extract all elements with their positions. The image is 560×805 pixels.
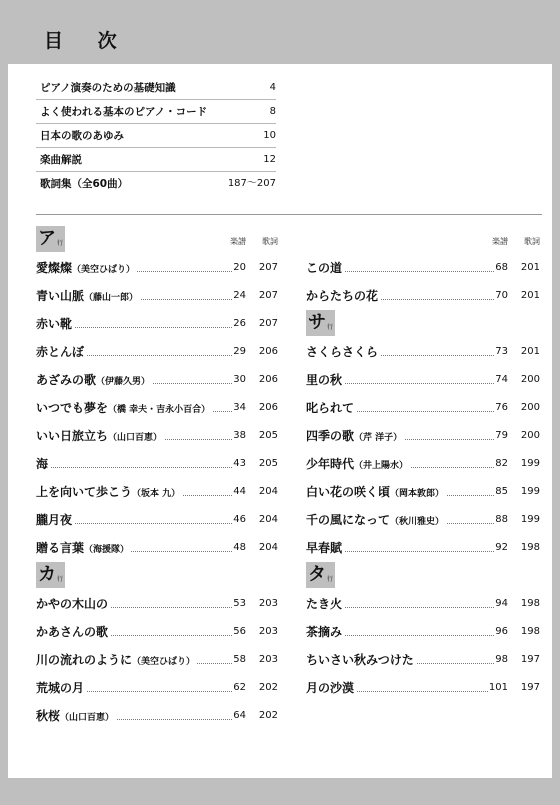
entry-title: 早春賦 [306, 541, 343, 555]
entry-lyrics-page: 197 [520, 654, 540, 665]
section-header-ka [36, 562, 280, 590]
toc-entry[interactable] [306, 534, 542, 562]
entry-artist: （秋川雅史） [390, 517, 445, 527]
entry-artist: （芹 洋子） [354, 433, 403, 443]
toc-entry[interactable] [36, 394, 280, 422]
entry-lyrics-page: 199 [520, 514, 540, 525]
entry-title: 四季の歌 [306, 429, 355, 443]
kana-badge-a [36, 226, 65, 252]
entry-lyrics-page: 200 [520, 430, 540, 441]
entry-title-wrap [306, 371, 344, 388]
frame-bottom [0, 778, 560, 805]
toc-entry[interactable] [306, 254, 542, 282]
entry-title: 赤とんぼ [36, 345, 85, 359]
intro-item[interactable] [36, 172, 276, 196]
entry-score-page: 26 [233, 318, 246, 329]
entry-score-page: 56 [233, 626, 246, 637]
toc-entry[interactable] [36, 646, 280, 674]
entry-lyrics-page: 202 [258, 682, 278, 693]
entry-title: たき火 [306, 597, 343, 611]
entry-score-page: 98 [495, 654, 508, 665]
intro-label: よく使われる基本のピアノ・コード [40, 106, 208, 118]
toc-entry[interactable] [36, 618, 280, 646]
toc-entry[interactable] [36, 310, 280, 338]
entry-title: 叱られて [306, 401, 355, 415]
entry-lyrics-page: 204 [258, 514, 278, 525]
section-divider [36, 214, 542, 215]
entry-title-wrap [306, 287, 380, 304]
entry-score-page: 24 [233, 290, 246, 301]
entry-title-wrap [36, 707, 116, 724]
entry-title: 海 [36, 457, 49, 471]
section-header-ta [306, 562, 542, 590]
entry-score-page: 38 [233, 430, 246, 441]
entry-score-page: 44 [233, 486, 246, 497]
entry-score-page: 46 [233, 514, 246, 525]
entry-score-page: 74 [495, 374, 508, 385]
intro-page: 187〜207 [227, 178, 276, 189]
entry-score-page: 58 [233, 654, 246, 665]
entry-title-wrap [306, 595, 344, 612]
kana-label: サ [308, 312, 326, 333]
entry-title: 月の沙漠 [306, 681, 355, 695]
toc-entry[interactable] [306, 478, 542, 506]
toc-entry[interactable] [306, 506, 542, 534]
entry-score-page: 68 [495, 262, 508, 273]
toc-entry[interactable] [36, 674, 280, 702]
entry-artist: （岡本敦郎） [390, 489, 445, 499]
entry-lyrics-page: 207 [258, 318, 278, 329]
entry-score-page: 29 [233, 346, 246, 357]
leader-dots [36, 467, 232, 468]
section-header-a [36, 226, 280, 254]
kana-label: カ [38, 564, 56, 585]
entry-score-page: 53 [233, 598, 246, 609]
section-header-sa [306, 310, 542, 338]
column-header-lyrics: 歌詞 [262, 237, 278, 246]
toc-entry[interactable] [36, 366, 280, 394]
page-title: 目 次 [44, 30, 131, 52]
entry-title-wrap [36, 343, 86, 360]
kana-badge-ta [306, 562, 335, 588]
entry-lyrics-page: 206 [258, 374, 278, 385]
entry-lyrics-page: 201 [520, 262, 540, 273]
entry-title-wrap [36, 427, 164, 444]
entry-score-page: 85 [495, 486, 508, 497]
entry-title-wrap [36, 259, 137, 276]
intro-item[interactable] [36, 124, 276, 148]
entry-score-page: 34 [233, 402, 246, 413]
toc-entry[interactable] [306, 590, 542, 618]
entry-title: 茶摘み [306, 625, 343, 639]
column-header-row [306, 226, 542, 254]
entry-score-page: 70 [495, 290, 508, 301]
entry-lyrics-page: 206 [258, 346, 278, 357]
toc-entry[interactable] [306, 674, 542, 702]
entry-title: 里の秋 [306, 373, 343, 387]
kana-badge-sa [306, 310, 335, 336]
toc-entry[interactable] [36, 478, 280, 506]
entry-title-wrap [36, 679, 86, 696]
entry-title: 千の風になって [306, 513, 391, 527]
entry-score-page: 88 [495, 514, 508, 525]
intro-page: 4 [269, 82, 276, 93]
intro-page: 10 [263, 130, 276, 141]
column-header-score: 楽譜 [230, 237, 246, 246]
entry-lyrics-page: 205 [258, 458, 278, 469]
entry-title: あざみの歌 [36, 373, 97, 387]
entry-title: いつでも夢を [36, 401, 109, 415]
entry-title-wrap [306, 427, 404, 444]
entry-title: この道 [306, 261, 343, 275]
entry-score-page: 48 [233, 542, 246, 553]
intro-item[interactable] [36, 148, 276, 172]
entry-title: かやの木山の [36, 597, 109, 611]
entry-artist: （山口百恵） [60, 713, 115, 723]
toc-entry[interactable] [36, 590, 280, 618]
kana-label: ア [38, 228, 56, 249]
entry-title-wrap [306, 455, 410, 472]
entry-title-wrap [306, 483, 446, 500]
entry-title: からたちの花 [306, 289, 379, 303]
column-header-lyrics: 歌詞 [524, 237, 540, 246]
entry-title: 白い花の咲く頃 [306, 485, 391, 499]
gyo-label: 行 [57, 576, 64, 583]
gyo-label: 行 [57, 240, 64, 247]
entry-lyrics-page: 206 [258, 402, 278, 413]
toc-entry[interactable] [36, 282, 280, 310]
entry-title: 贈る言葉 [36, 541, 85, 555]
entry-title-wrap [306, 343, 380, 360]
entry-artist: （藤山一郎） [84, 293, 139, 303]
entry-title-wrap [306, 623, 344, 640]
gyo-label: 行 [327, 324, 334, 331]
frame-right [552, 64, 560, 778]
entry-score-page: 76 [495, 402, 508, 413]
entry-lyrics-page: 201 [520, 290, 540, 301]
entry-score-page: 30 [233, 374, 246, 385]
entry-lyrics-page: 202 [258, 710, 278, 721]
entry-lyrics-page: 205 [258, 430, 278, 441]
entry-title: 愛燦燦 [36, 261, 73, 275]
entry-title-wrap [36, 371, 152, 388]
toc-entry[interactable] [36, 422, 280, 450]
entry-title: ちいさい秋みつけた [306, 653, 414, 667]
toc-entry[interactable] [36, 450, 280, 478]
entry-score-page: 101 [488, 682, 508, 693]
column-header-score: 楽譜 [492, 237, 508, 246]
entry-title: 荒城の月 [36, 681, 85, 695]
entry-title: さくらさくら [306, 345, 379, 359]
entry-lyrics-page: 198 [520, 598, 540, 609]
intro-label: 歌詞集（全60曲） [40, 178, 129, 190]
entry-lyrics-page: 199 [520, 458, 540, 469]
entry-lyrics-page: 203 [258, 598, 278, 609]
entry-score-page: 79 [495, 430, 508, 441]
entry-title: いい日旅立ち [36, 429, 109, 443]
entry-title-wrap [36, 483, 182, 500]
intro-label: 日本の歌のあゆみ [40, 130, 124, 142]
entry-lyrics-page: 197 [520, 682, 540, 693]
entry-title: 少年時代 [306, 457, 355, 471]
toc-entry[interactable] [306, 282, 542, 310]
entry-title-wrap [306, 399, 356, 416]
entry-lyrics-page: 207 [258, 290, 278, 301]
frame-left [0, 64, 8, 778]
entry-title-wrap [306, 511, 446, 528]
entry-lyrics-page: 198 [520, 542, 540, 553]
toc-entry[interactable] [306, 394, 542, 422]
gyo-label: 行 [327, 576, 334, 583]
entry-lyrics-page: 203 [258, 654, 278, 665]
entry-artist: （伊藤久男） [96, 377, 151, 387]
entry-artist: （山口百恵） [108, 433, 163, 443]
entry-title: 赤い靴 [36, 317, 73, 331]
intro-label: 楽曲解説 [40, 154, 82, 166]
entry-lyrics-page: 204 [258, 542, 278, 553]
intro-list [36, 76, 276, 196]
entry-score-page: 73 [495, 346, 508, 357]
toc-entry[interactable] [36, 338, 280, 366]
entry-lyrics-page: 198 [520, 626, 540, 637]
toc-entry[interactable] [306, 618, 542, 646]
entry-title-wrap [306, 651, 416, 668]
entry-title-wrap [36, 623, 110, 640]
toc-entry[interactable] [306, 422, 542, 450]
entry-title-wrap [36, 287, 140, 304]
entry-artist: （海援隊） [84, 545, 130, 555]
entry-title-wrap [36, 511, 74, 528]
entry-artist: （美空ひばり） [132, 657, 196, 667]
entry-score-page: 96 [495, 626, 508, 637]
toc-entry[interactable] [306, 646, 542, 674]
toc-entry[interactable] [36, 702, 280, 730]
entry-score-page: 62 [233, 682, 246, 693]
toc-entry[interactable] [306, 450, 542, 478]
entry-score-page: 82 [495, 458, 508, 469]
entry-score-page: 64 [233, 710, 246, 721]
entry-score-page: 94 [495, 598, 508, 609]
entry-title: 上を向いて歩こう [36, 485, 133, 499]
entry-title-wrap [36, 455, 50, 472]
entry-title-wrap [306, 259, 344, 276]
entry-title-wrap [306, 539, 344, 556]
entry-lyrics-page: 200 [520, 374, 540, 385]
entry-artist: （橋 幸夫・吉永小百合） [108, 405, 211, 415]
kana-label: タ [308, 564, 326, 585]
toc-entry[interactable] [306, 366, 542, 394]
entry-title-wrap [36, 399, 212, 416]
entry-lyrics-page: 204 [258, 486, 278, 497]
entry-title-wrap [306, 679, 356, 696]
entry-score-page: 43 [233, 458, 246, 469]
kana-badge-ka [36, 562, 65, 588]
entry-title-wrap [36, 595, 110, 612]
entry-lyrics-page: 199 [520, 486, 540, 497]
toc-entry[interactable] [36, 534, 280, 562]
header-band [0, 0, 560, 64]
entry-title: 青い山脈 [36, 289, 85, 303]
toc-entry[interactable] [36, 506, 280, 534]
entry-score-page: 20 [233, 262, 246, 273]
entry-artist: （坂本 九） [132, 489, 181, 499]
entry-lyrics-page: 200 [520, 402, 540, 413]
toc-entry[interactable] [36, 254, 280, 282]
intro-item[interactable] [36, 76, 276, 100]
intro-page: 12 [263, 154, 276, 165]
toc-column-right [306, 226, 542, 702]
entry-title: かあさんの歌 [36, 625, 109, 639]
entry-title-wrap [36, 315, 74, 332]
intro-label: ピアノ演奏のための基礎知識 [40, 82, 176, 94]
entry-lyrics-page: 201 [520, 346, 540, 357]
toc-column-left [36, 226, 280, 730]
entry-score-page: 92 [495, 542, 508, 553]
entry-artist: （井上陽水） [354, 461, 409, 471]
entry-title-wrap [36, 651, 197, 668]
intro-page: 8 [269, 106, 276, 117]
entry-lyrics-page: 207 [258, 262, 278, 273]
entry-title: 秋桜 [36, 709, 61, 723]
intro-item[interactable] [36, 100, 276, 124]
toc-entry[interactable] [306, 338, 542, 366]
entry-title-wrap [36, 539, 131, 556]
entry-title: 朧月夜 [36, 513, 73, 527]
entry-artist: （美空ひばり） [72, 265, 136, 275]
entry-title: 川の流れのように [36, 653, 133, 667]
entry-lyrics-page: 203 [258, 626, 278, 637]
